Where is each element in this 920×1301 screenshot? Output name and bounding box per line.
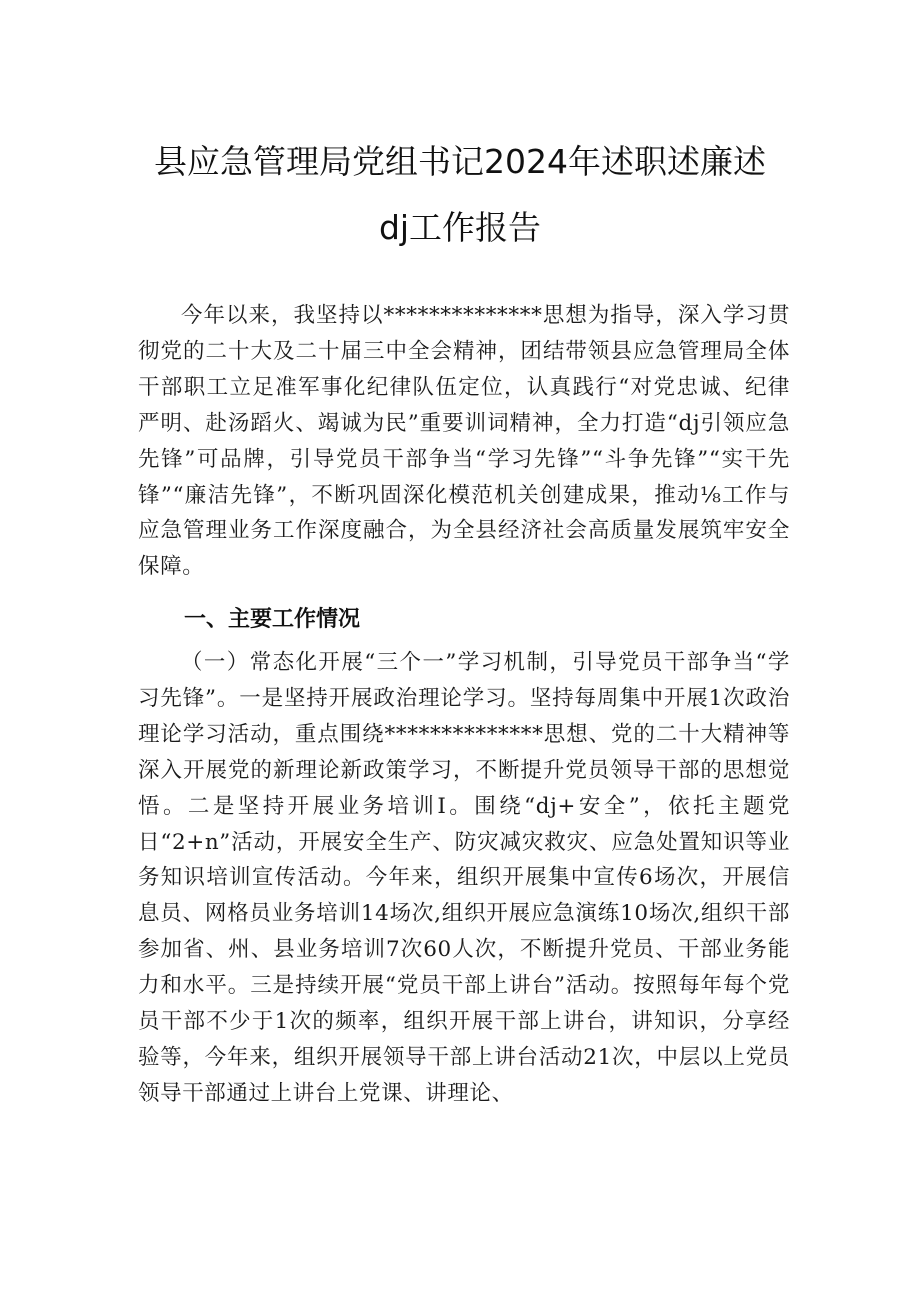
- section-heading-main-work: 一、主要工作情况: [184, 607, 361, 632]
- intro-paragraph: 今年以来，我坚持以**************思想为指导，深入学习贯彻党的二十大及二十届三中全会精神，团结带领县应急管理局全体干部职工立足准军事化纪律队伍定位，认真践行“对党忠诚、纪律严明、赴汤蹈火、竭诚为民”重要训词精神，全力打造“dj引领应急先锋”可品牌，引导党员干部争当“学习先锋”“斗争先锋”“实干先锋”“廉洁先锋”，不断巩固深化模范机关创建成果，推动⅛工作与应急管理业务工作深度融合，为全县经济社会高质量发展筑牢安全保障。: [138, 303, 790, 580]
- body-paragraph-study-mechanism: （一）常态化开展“三个一”学习机制，引导党员干部争当“学习先锋”。一是坚持开展政治理论学习。坚持每周集中开展1次政治理论学习活动，重点围绕**************思想、党的二十大精神等深入开展党的新理论新政策学习，不断提升党员领导干部的思想觉悟。二是坚持开展业务培训I。围绕“dj+安全”，依托主题党日“2+n”活动，开展安全生产、防灾减灾救灾、应急处置知识等业务知识培训宣传活动。今年来，组织开展集中宣传6场次，开展信息员、网格员业务培训14场次,组织开展应急演练10场次,组织干部参加省、州、县业务培训7次60人次，不断提升党员、干部业务能力和水平。三是持续开展“党员干部上讲台”活动。按照每年每个党员干部不少于1次的频率，组织开展干部上讲台，讲知识，分享经验等，今年来，组织开展领导干部上讲台活动21次，中层以上党员领导干部通过上讲台上党课、讲理论、: [138, 650, 790, 1106]
- document-title-line-1: 县应急管理局党组书记2024年述职述廉述: [154, 142, 766, 181]
- document-title-line-2: dj工作报告: [378, 208, 542, 247]
